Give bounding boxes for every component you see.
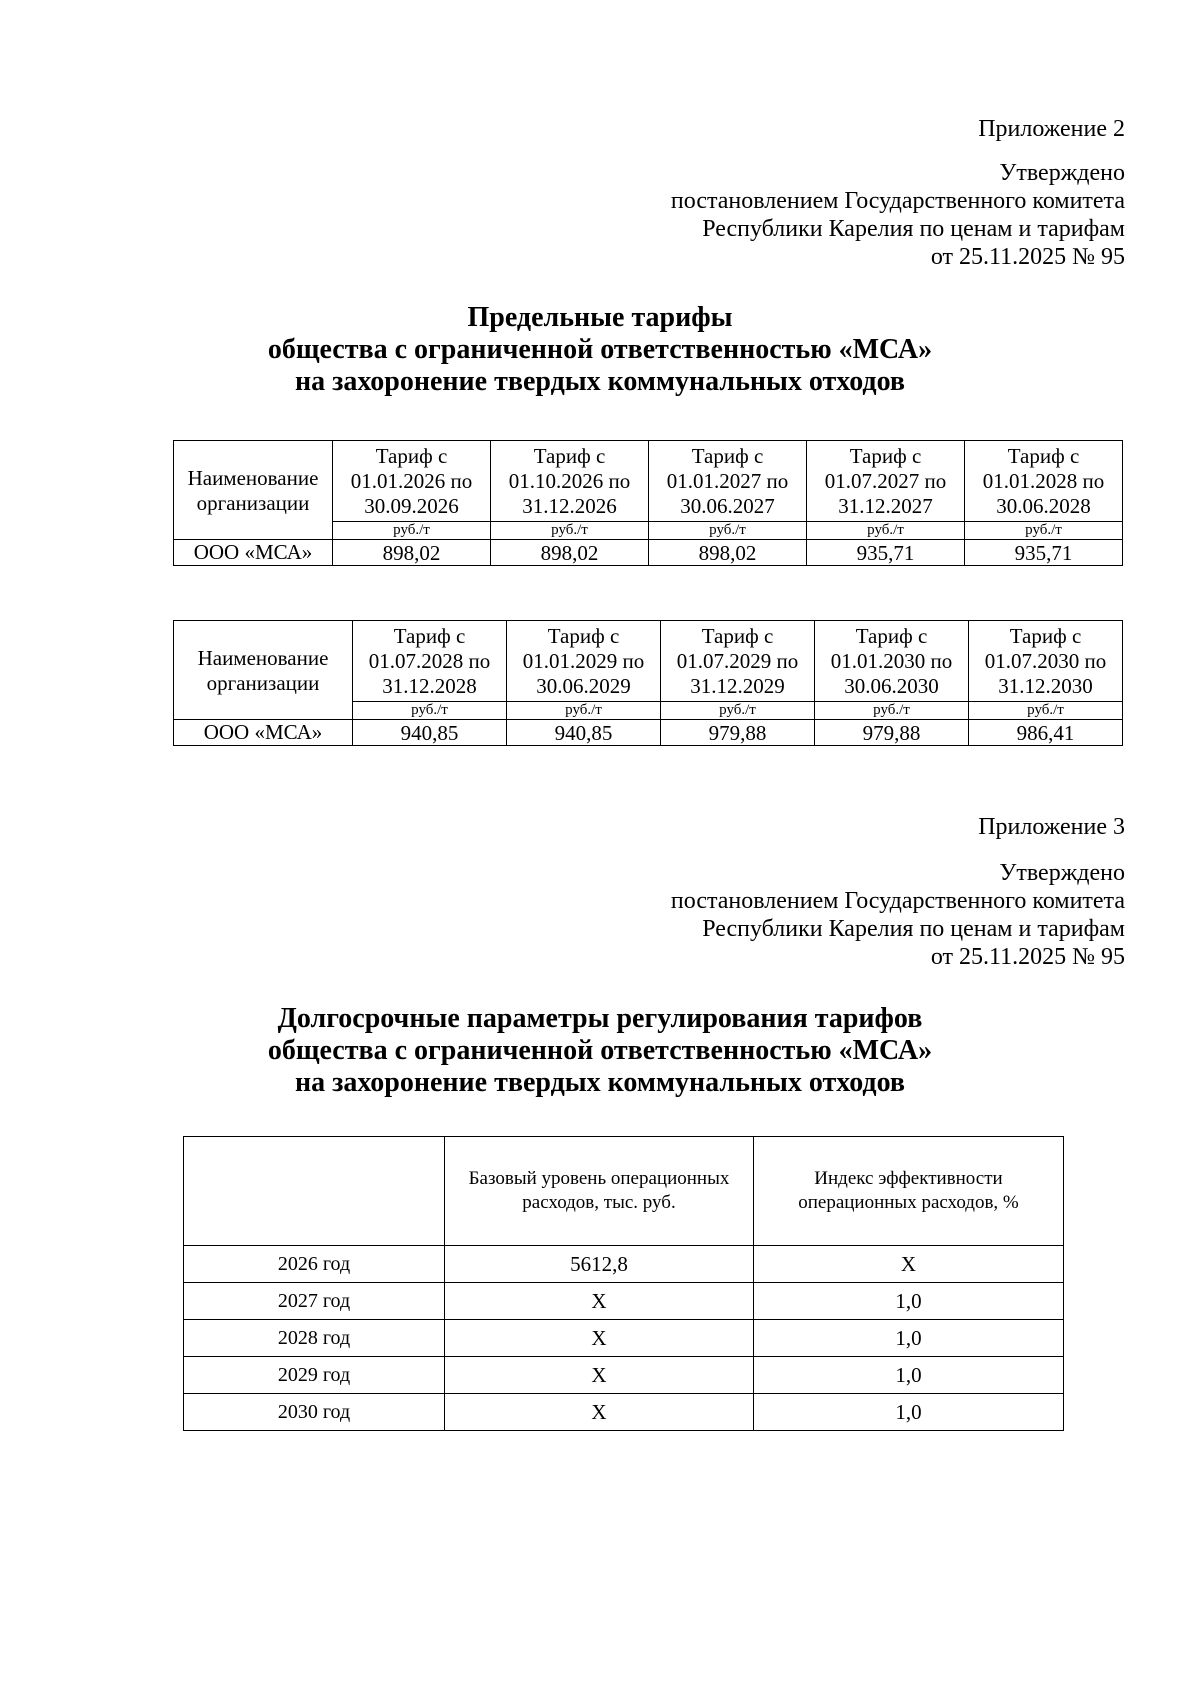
tariff-value-cell: 898,02	[649, 540, 807, 566]
tariff-value-cell: 935,71	[965, 540, 1123, 566]
period-header-cell: Тариф с 01.10.2026 по 31.12.2026	[491, 441, 649, 522]
table-header-row	[174, 441, 1123, 522]
unit-cell: руб./т	[333, 522, 491, 540]
appendix-3-label: Приложение 3	[978, 814, 1125, 840]
period-header-cell: Тариф с 01.07.2029 по 31.12.2029	[661, 621, 815, 702]
approval-line: Утверждено	[999, 160, 1125, 186]
title-line: на захоронение твердых коммунальных отходов	[294, 366, 906, 397]
table-row	[184, 1394, 1064, 1431]
efficiency-index-cell: 1,0	[754, 1283, 1064, 1320]
year-cell: 2026 год	[184, 1246, 445, 1283]
efficiency-index-cell: 1,0	[754, 1320, 1064, 1357]
org-header-cell: Наименование организации	[174, 621, 353, 720]
title-line: общества с ограниченной ответственностью «МСА»	[267, 334, 933, 365]
year-cell: 2030 год	[184, 1394, 445, 1431]
tariff-value-cell: 979,88	[661, 720, 815, 746]
base-cost-cell: Х	[445, 1394, 754, 1431]
base-cost-cell: Х	[445, 1320, 754, 1357]
org-header-cell: Наименование организации	[174, 441, 333, 540]
title-line: Долгосрочные параметры регулирования тарифов	[277, 1003, 923, 1034]
period-header-cell: Тариф с 01.01.2028 по 30.06.2028	[965, 441, 1123, 522]
period-header-cell: Тариф с 01.01.2029 по 30.06.2029	[507, 621, 661, 702]
base-cost-cell: 5612,8	[445, 1246, 754, 1283]
title-line: Предельные тарифы	[467, 302, 733, 333]
base-cost-header-cell: Базовый уровень операционных расходов, тыс. руб.	[445, 1137, 754, 1246]
base-cost-cell: Х	[445, 1357, 754, 1394]
approval-line: постановлением Государственного комитета	[670, 188, 1125, 214]
year-header-cell	[184, 1137, 445, 1246]
org-name-cell: ООО «МСА»	[174, 720, 353, 746]
approval-line: Республики Карелия по ценам и тарифам	[702, 216, 1125, 242]
table-header-row	[184, 1137, 1064, 1246]
unit-cell: руб./т	[649, 522, 807, 540]
table-row	[184, 1357, 1064, 1394]
efficiency-index-header-cell: Индекс эффективности операционных расходов, %	[754, 1137, 1064, 1246]
tariff-value-cell: 940,85	[507, 720, 661, 746]
period-header-cell: Тариф с 01.07.2027 по 31.12.2027	[807, 441, 965, 522]
period-header-cell: Тариф с 01.01.2027 по 30.06.2027	[649, 441, 807, 522]
unit-cell: руб./т	[965, 522, 1123, 540]
base-cost-cell: Х	[445, 1283, 754, 1320]
year-cell: 2028 год	[184, 1320, 445, 1357]
table-header-row	[174, 621, 1123, 702]
year-cell: 2027 год	[184, 1283, 445, 1320]
appendix-2-label: Приложение 2	[978, 116, 1125, 142]
unit-cell: руб./т	[353, 702, 507, 720]
efficiency-index-cell: Х	[754, 1246, 1064, 1283]
tariff-table-1	[173, 440, 1123, 566]
appendix-2-title	[0, 302, 1200, 398]
tariff-value-cell: 979,88	[815, 720, 969, 746]
tariff-table-2	[173, 620, 1123, 746]
unit-cell: руб./т	[815, 702, 969, 720]
table-row	[184, 1283, 1064, 1320]
approval-line: Утверждено	[999, 860, 1125, 886]
title-line: общества с ограниченной ответственностью «МСА»	[267, 1035, 933, 1066]
approval-line: от 25.11.2025 № 95	[930, 944, 1125, 970]
period-header-cell: Тариф с 01.07.2028 по 31.12.2028	[353, 621, 507, 702]
appendix-3-approval	[671, 859, 1125, 971]
year-cell: 2029 год	[184, 1357, 445, 1394]
unit-cell: руб./т	[491, 522, 649, 540]
unit-cell: руб./т	[661, 702, 815, 720]
approval-line: от 25.11.2025 № 95	[930, 244, 1125, 270]
table-row	[184, 1320, 1064, 1357]
appendix-2-approval	[671, 159, 1125, 271]
period-header-cell: Тариф с 01.01.2026 по 30.09.2026	[333, 441, 491, 522]
parameters-table	[183, 1136, 1064, 1431]
table-row	[174, 540, 1123, 566]
unit-cell: руб./т	[507, 702, 661, 720]
org-name-cell: ООО «МСА»	[174, 540, 333, 566]
table-row	[174, 720, 1123, 746]
table-row	[184, 1246, 1064, 1283]
tariff-value-cell: 898,02	[333, 540, 491, 566]
efficiency-index-cell: 1,0	[754, 1394, 1064, 1431]
appendix-3-title	[0, 1003, 1200, 1099]
unit-cell: руб./т	[807, 522, 965, 540]
approval-line: постановлением Государственного комитета	[670, 888, 1125, 914]
tariff-value-cell: 935,71	[807, 540, 965, 566]
tariff-value-cell: 898,02	[491, 540, 649, 566]
unit-cell: руб./т	[969, 702, 1123, 720]
efficiency-index-cell: 1,0	[754, 1357, 1064, 1394]
period-header-cell: Тариф с 01.07.2030 по 31.12.2030	[969, 621, 1123, 702]
title-line: на захоронение твердых коммунальных отходов	[294, 1067, 906, 1098]
approval-line: Республики Карелия по ценам и тарифам	[702, 916, 1125, 942]
tariff-value-cell: 940,85	[353, 720, 507, 746]
period-header-cell: Тариф с 01.01.2030 по 30.06.2030	[815, 621, 969, 702]
tariff-value-cell: 986,41	[969, 720, 1123, 746]
